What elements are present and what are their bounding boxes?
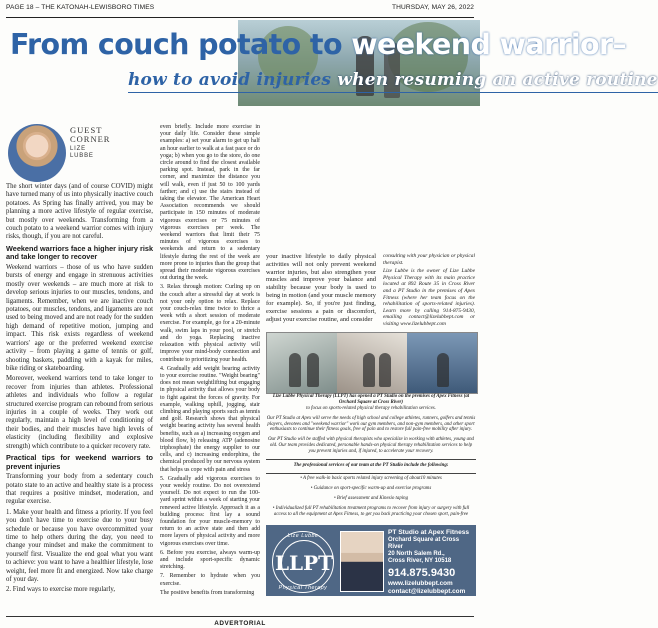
page-header-date: THURSDAY, MAY 26, 2022 bbox=[392, 4, 474, 11]
ad-email-link[interactable]: contact@lizelubbept.com bbox=[388, 587, 466, 595]
ad-website-link[interactable]: www.lizelubbept.com bbox=[388, 580, 453, 587]
service-item: • A free walk-in basic sports related injury screening of about10 minutes bbox=[300, 476, 442, 482]
owner-portrait bbox=[340, 531, 384, 592]
pt-studio-photo-collage bbox=[266, 332, 478, 394]
paragraph: 3. Relax through motion: Curling up on the couch after a stressful day at work is not your only option to relax. Replace your couch-relax time twice to thrice a week with a short session of moderate exercise. For example, go for a 20-minute walk, swim laps in your pool, or stretch and do yoga. Replacing inactive relaxation with physical activity will improve your mind-body connection and contribute to prioritizing your health. bbox=[160, 284, 260, 363]
service-item: • Brief assessment and Kinesio taping bbox=[333, 496, 409, 502]
paragraph: consulting with your physician or physical therapist. bbox=[383, 253, 475, 266]
paragraph: 1. Make your health and fitness a priority. If you feel you don't have time to exercise due to your busy schedule or because you have overcommitted your time to help others during the day, you need to change your mindset and make the commitment to yourself first. Visualize the end goal what you want to achieve: you want to have a healthier lifestyle, lose weight, feel more fit and energized. Now take charge of your day. bbox=[6, 508, 153, 584]
author-photo bbox=[8, 124, 66, 182]
guest-corner-label: GUEST CORNER bbox=[70, 125, 111, 144]
service-item: • Guidance on sport-specific warm-up and exercise programs bbox=[310, 486, 432, 492]
author-name: LIZE LUBBE bbox=[70, 146, 94, 159]
paragraph: even briefly. Include more exercise in your daily life. Consider these simple examples: a) set your alarm to get up half an hour earlier to walk at a fast pace or do yoga; b) when you go to the store, do one circle around to find the closest available parking spot. Instead, park in the far corner, and maximize the distance you will walk, even if just 50 to 100 yards farther; and c) use the stairs instead of taking the elevator. The American Heart Association recommends we should participate in 150 minutes of moderate vigorous exercises or 75 minutes of vigorous exercises per week. The weekend warriors that limit their 75 minutes of vigorous exercises to weekends and return to a sedentary lifestyle during the rest of the week are more prone to injuries than the group that spread their moderate vigorous exercises out during the week. bbox=[160, 124, 260, 282]
paragraph: 2. Find ways to exercise more regularly, bbox=[6, 586, 116, 594]
paragraph: 7. Remember to hydrate when you exercise. bbox=[160, 573, 260, 587]
article-column-1 bbox=[6, 183, 153, 597]
paragraph: your inactive lifestyle to daily physical activities will not only prevent weekend warrior injuries, but also strengthen your muscles and improve your balance and stability because your body is used to being in motion (and your muscle memory for example). So, if you're just finding, exercise sessions a pain or discomfort, adjust your exercise routine, and consider bbox=[266, 253, 376, 323]
paragraph: Moreover, weekend warriors tend to take longer to recover from injuries than athletes. Professional athletes and individuals who follow a regular structured exercise program can rebound from serious injuries in a couple of weeks. They work out regularly, maintain a high level of conditioning of their bodies, and their muscles have high levels of elasticity (including flexibility and explosive strength) which contribute to a quicker recovery rate. bbox=[6, 375, 153, 450]
author-bio-column bbox=[383, 253, 475, 330]
page-header bbox=[6, 4, 474, 18]
paragraph: 6. Before you exercise, always warm-up and include sport-specific dynamic stretching. bbox=[160, 549, 260, 571]
pt-studio-promo bbox=[266, 394, 476, 524]
page-header-left: PAGE 18 – THE KATONAH-LEWISBORO TIMES bbox=[6, 4, 155, 11]
ad-phone[interactable]: 914.875.9430 bbox=[388, 567, 456, 579]
paragraph: Transforming your body from a sedentary couch potato state to an active and healthy state is a process that requires a positive mindset, moderation, and regular exercise. bbox=[6, 473, 153, 506]
paragraph: Weekend warriors – those of us who have sudden bursts of energy and engage in strenuous activities mostly over weekends – are much more at risk to develop serious injuries to our muscles, tendons, and ligaments. Remember, when we are inactive couch potatoes, our muscles, tendons, and ligaments are not used to being moved and are not ready for the sudden high demand of repetitive motion, jumping and impact. This risk exists regardless of weekend warriors' age or the preferred weekend exercise activity – from playing a game of tennis or golf, shooting baskets, paddling with a kayak for miles, bike riding or skateboarding. bbox=[6, 264, 153, 372]
paragraph: 4. Gradually add weight bearing activity to your exercise routine. "Weight bearing" does not mean weightlifting but engaging in physical activity that allows your body to fight against the forces of gravity. For example, walking uphill, jogging, stair climbing and playing sports such as tennis and golf. Research shows that physical weight bearing activity has several health benefits, such as a) increasing oxygen and blood flow, b) releasing ATP (adenosine triphosphate) the energy supplier to our cells, and c) increasing endorphins, the chemical produced by our nervous system that helps us cope with pain and stress bbox=[160, 365, 260, 473]
advertorial-label: ADVERTORIAL bbox=[214, 620, 266, 627]
paragraph: The positive benefits from transforming bbox=[160, 589, 255, 596]
promo-services-heading: The professional services of our team at the PT Studio include the following: bbox=[293, 462, 449, 468]
ad-contact-info: PT Studio at Apex Fitness Orchard Square at Cross River 20 North Salem Rd., Cross River, NY 10518 914.875.9430 www.lizelubbept.com contact@lizelubbept.com bbox=[388, 529, 474, 595]
headline: From couch potato to weekend warrior– bbox=[10, 28, 627, 61]
promo-caption: Lize Lubbe Physical Therapy (LLPT) has opened a PT Studio on the premises of Apex Fitness (at Orchard Square at Cross River) to focus on sports-related physical therapy rehabilitation services. bbox=[272, 394, 470, 411]
promo-paragraph-2: Our PT Studio will be staffed with physical therapists who specialize in working with athletes, young and old. Our team provides dedicated, personable hands-on physical therapy rehabilitation services to help you prevent injuries and, if injured, to accelerate your recovery. bbox=[268, 437, 474, 454]
promo-paragraph-1: Our PT Studio at Apex will serve the needs of high school and college athletes, runners, golfers and tennis players, devotees and "weekend warrior" work out gym members, and non-gym members, and other sport enthusiasts to continue their fitness goals, free of pain and to restore full pain-free mobility after injury. bbox=[266, 415, 476, 433]
section-heading: Weekend warriors face a higher injury risk and take longer to recover bbox=[6, 243, 153, 262]
paragraph: 5. Gradually add vigorous exercises to your weekly routine. Do not overextend yourself. Do not expect to run the 100-yard sprint within a week of starting your renewed active lifestyle. Approach it as a building process: first lay a sound foundation for your muscle-memory to return to an active state and then add more layers of physical activity and more vigorous exercises over time. bbox=[160, 475, 260, 547]
promo-services-list bbox=[266, 476, 476, 517]
llpt-advertisement bbox=[266, 525, 476, 596]
paragraph: Lize Lubbe is the owner of Lize Lubbe Physical Therapy with its main practice located at 892 Route 35 in Cross River and a PT Studio in the premises of Apex Fitness (where her team focus on the rehabilitation of sports-related injuries). Learn more by calling 914-875-9430, emailing contact@lizelubbept.com or visiting www.lizelubbept.com bbox=[383, 268, 475, 327]
paragraph: The short winter days (and of course COVID) might have turned many of us into physically inactive couch potatoes. As Spring has finally arrived, you may be planning a more active lifestyle of regular exercise, but mostly over weekends. Transforming from a couch potato to a weekend warrior comes with injury risks, though, if you are not careful. bbox=[6, 183, 153, 241]
header-rule bbox=[6, 17, 474, 18]
subheadline: how to avoid injuries when resuming an active routine bbox=[128, 70, 658, 90]
llpt-logo: Lize Lubbe LLPT Physical Therapy bbox=[272, 531, 334, 593]
author-box bbox=[6, 122, 153, 180]
title-banner bbox=[0, 20, 658, 106]
section-heading: Practical tips for weekend warriors to prevent injuries bbox=[6, 452, 153, 471]
article-column-2 bbox=[160, 124, 260, 599]
service-item: • Individualized full PT rehabilitation treatment programs to recover from injury or surgery with full access to all the equipment at Apex Fitness, to get you back practicing your chosen sport, pain-free bbox=[272, 505, 470, 517]
article-column-3 bbox=[266, 253, 376, 325]
